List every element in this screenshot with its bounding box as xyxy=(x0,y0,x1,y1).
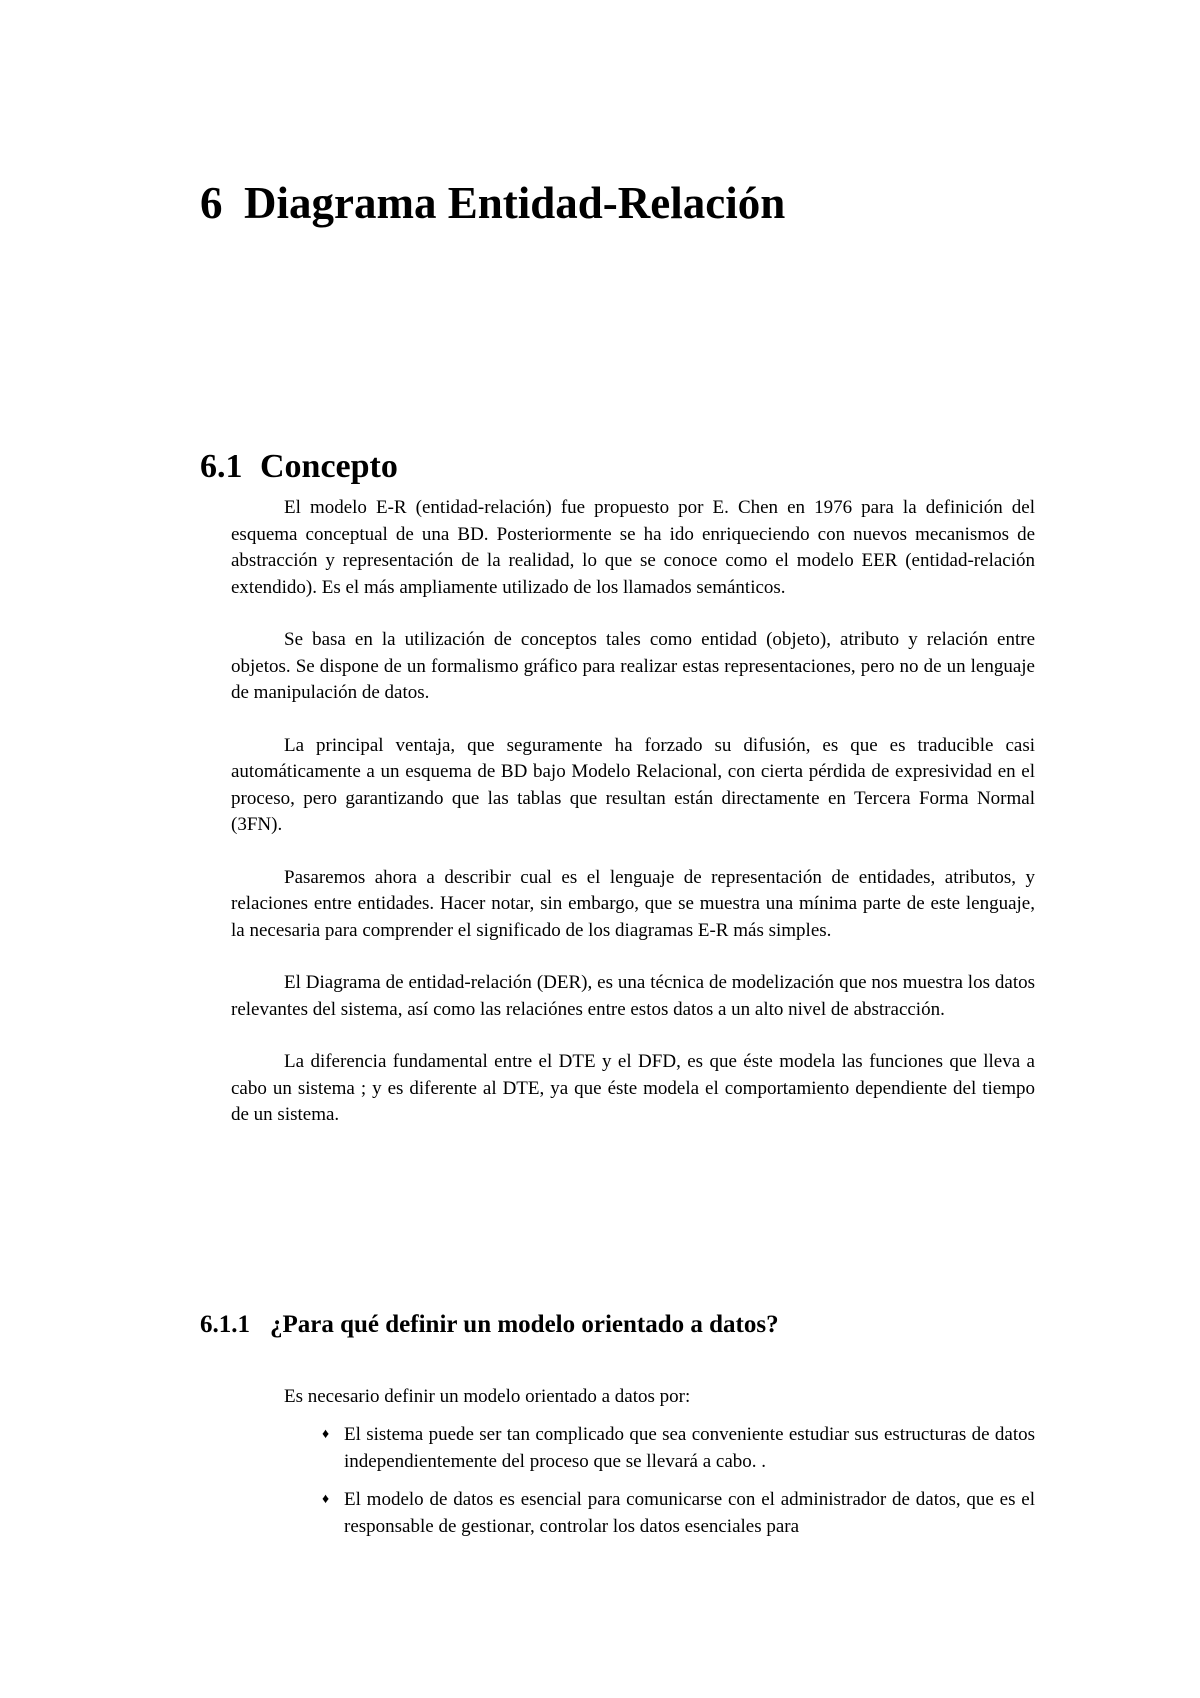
section-title-text: Concepto xyxy=(260,448,398,485)
subsection-title xyxy=(200,1309,779,1341)
paragraph: Se basa en la utilización de conceptos tales como entidad (objeto), atributo y relación entre objetos. Se dispone de un formalismo gráfico para realizar estas representaciones, pero no de un lenguaje de manipulación de datos. xyxy=(231,629,1035,703)
subsection-number: 6.1.1 xyxy=(200,1311,250,1338)
diamond-bullet-icon: ♦ xyxy=(322,1492,330,1507)
list-item-text: El modelo de datos es esencial para comunicarse con el administrador de datos, que es el responsable de gestionar, controlar los datos esenciales para xyxy=(344,1489,1035,1537)
paragraph: El modelo E-R (entidad-relación) fue propuesto por E. Chen en 1976 para la definición del esquema conceptual de una BD. Posteriormente se ha ido enriqueciendo con nuevos mecanismos de abstracción y representación de la realidad, lo que se conoce como el modelo EER (entidad-relación extendido). Es el más ampliamente utilizado de los llamados semánticos. xyxy=(231,497,1035,598)
chapter-number: 6 xyxy=(200,178,223,228)
section-title xyxy=(200,446,398,488)
paragraph: La principal ventaja, que seguramente ha forzado su difusión, es que es traducible casi automáticamente a un esquema de BD bajo Modelo Relacional, con cierta pérdida de expresividad en el proceso, pero garantizando que las tablas que resultan están directamente en Tercera Forma Normal (3FN). xyxy=(231,734,1035,835)
list-item-text: El sistema puede ser tan complicado que sea conveniente estudiar sus estructuras de datos independientemente del proceso que se llevará a cabo. . xyxy=(344,1424,1035,1472)
bullet-list xyxy=(322,1422,1035,1552)
section-body xyxy=(231,495,1035,1155)
subsection-title-text: ¿Para qué definir un modelo orientado a datos? xyxy=(270,1311,779,1338)
section-number: 6.1 xyxy=(200,448,243,485)
chapter-title xyxy=(200,175,785,231)
subsection-intro: Es necesario definir un modelo orientado a datos por: xyxy=(284,1386,691,1407)
chapter-title-text: Diagrama Entidad-Relación xyxy=(244,178,786,228)
list-item xyxy=(322,1487,1035,1540)
paragraph: Pasaremos ahora a describir cual es el lenguaje de representación de entidades, atributos, y relaciones entre entidades. Hacer notar, sin embargo, que se muestra una mínima parte de este lenguaje, la necesaria para comprender el significado de los diagramas E-R más simples. xyxy=(231,866,1035,941)
list-item xyxy=(322,1422,1035,1475)
paragraph: La diferencia fundamental entre el DTE y el DFD, es que éste modela las funciones que lleva a cabo un sistema ; y es diferente al DTE, ya que éste modela el comportamiento dependiente del tiempo de un sistema. xyxy=(231,1051,1035,1125)
diamond-bullet-icon: ♦ xyxy=(322,1427,330,1442)
paragraph: El Diagrama de entidad-relación (DER), es una técnica de modelización que nos muestra los datos relevantes del sistema, así como las relaciónes entre estos datos a un alto nivel de abstracción. xyxy=(231,972,1035,1020)
